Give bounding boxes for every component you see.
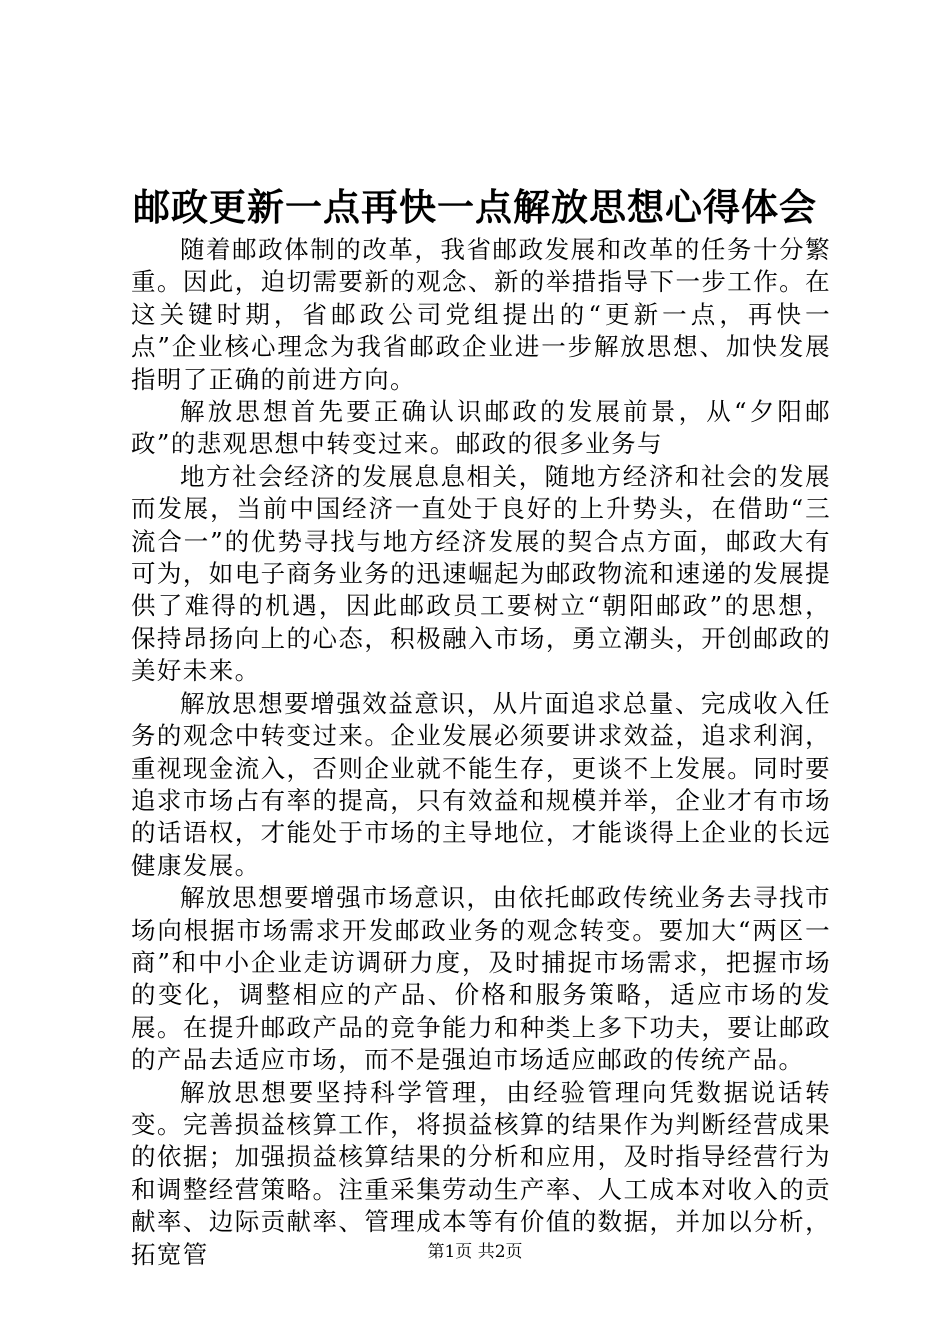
paragraph: 解放思想首先要正确认识邮政的发展前景，从“夕阳邮政”的悲观思想中转变过来。邮政的很多业务与 [131, 397, 831, 459]
paragraph: 解放思想要增强效益意识，从片面追求总量、完成收入任务的观念中转变过来。企业发展必须要讲求效益，追求利润，重视现金流入，否则企业就不能生存，更谈不上发展。同时要追求市场占有率的提高，只有效益和规模并举，企业才有市场的话语权，才能处于市场的主导地位，才能谈得上企业的长远健康发展。 [131, 688, 831, 880]
document-body [131, 234, 831, 1271]
paragraph: 地方社会经济的发展息息相关，随地方经济和社会的发展而发展，当前中国经济一直处于良好的上升势头，在借助“三流合一”的优势寻找与地方经济发展的契合点方面，邮政大有可为，如电子商务业务的迅速崛起为邮政物流和速递的发展提供了难得的机遇，因此邮政员工要树立“朝阳邮政”的思想，保持昂扬向上的心态，积极融入市场，勇立潮头，开创邮政的美好未来。 [131, 461, 831, 686]
paragraph: 随着邮政体制的改革，我省邮政发展和改革的任务十分繁重。因此，迫切需要新的观念、新的举措指导下一步工作。在这关键时期，省邮政公司党组提出的“更新一点，再快一点”企业核心理念为我省邮政企业进一步解放思想、加快发展指明了正确的前进方向。 [131, 235, 831, 394]
page-title: 邮政更新一点再快一点解放思想心得体会 [133, 185, 817, 229]
paragraph: 解放思想要增强市场意识，由依托邮政传统业务去寻找市场向根据市场需求开发邮政业务的观念转变。要加大“两区一商”和中小企业走访调研力度，及时捕捉市场需求，把握市场的变化，调整相应的产品、价格和服务策略，适应市场的发展。在提升邮政产品的竞争能力和种类上多下功夫，要让邮政的产品去适应市场，而不是强迫市场适应邮政的传统产品。 [131, 883, 831, 1075]
paragraph: 解放思想要坚持科学管理，由经验管理向凭数据说话转变。完善损益核算工作，将损益核算的结果作为判断经营成果的依据；加强损益核算结果的分析和应用，及时指导经营行为和调整经营策略。注重采集劳动生产率、人工成本对收入的贡献率、边际贡献率、管理成本等有价值的数据，并加以分析，拓宽管 [131, 1077, 831, 1269]
page-number-footer: 第1页 共2页 [427, 1242, 523, 1262]
